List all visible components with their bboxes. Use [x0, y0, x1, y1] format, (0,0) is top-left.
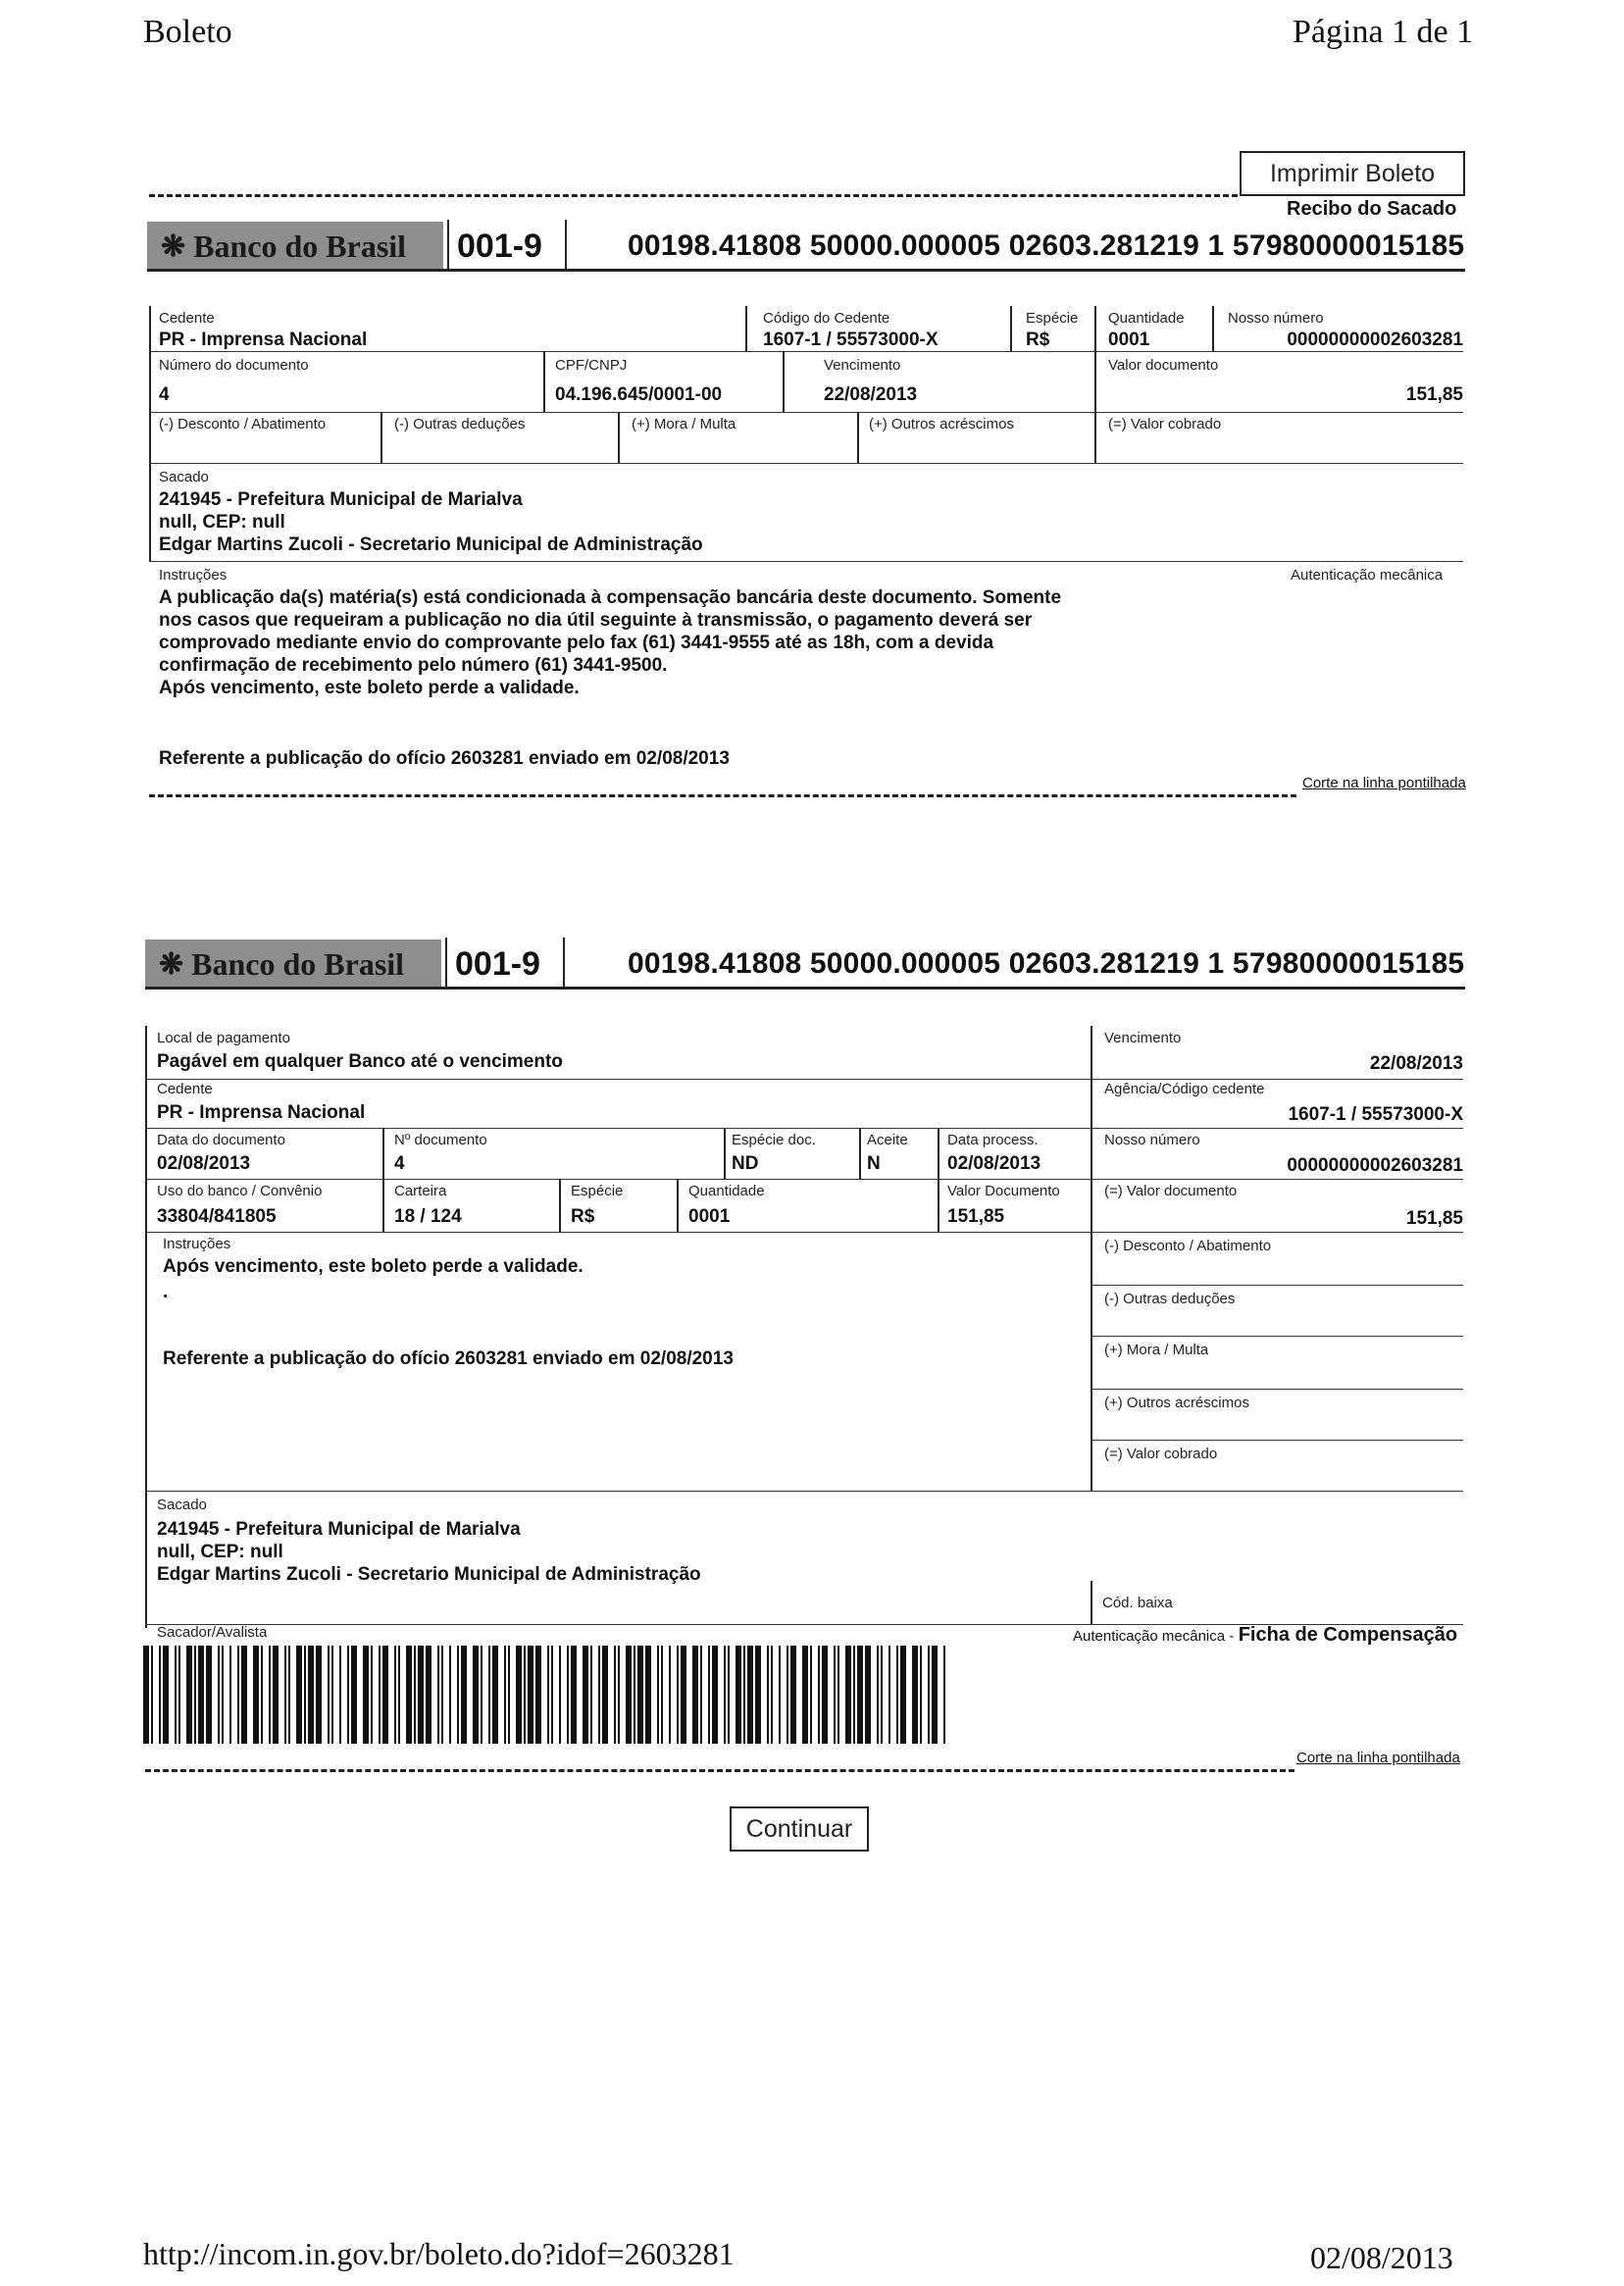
ficha-instrucoes-label: Instruções	[163, 1236, 231, 1252]
barcode-bar	[198, 1646, 204, 1744]
grid-line	[149, 306, 151, 561]
barcode-bar	[661, 1646, 663, 1744]
barcode-bar	[571, 1646, 577, 1744]
barcode-bar	[163, 1646, 169, 1744]
barcode-bar	[508, 1646, 510, 1744]
bank-logo-icon: ❋	[159, 947, 184, 981]
instrucao-line: comprovado mediante envio do comprovante pelo fax (61) 3441-9555 até as 18h, com a devida	[159, 633, 994, 653]
barcode-bar	[288, 1646, 290, 1744]
grid-line	[543, 351, 545, 412]
barcode-bar	[787, 1646, 788, 1744]
barcode-bar	[328, 1646, 330, 1744]
barcode-bar	[932, 1646, 938, 1744]
barcode-bar	[394, 1646, 396, 1744]
barcode-bar	[304, 1646, 306, 1744]
barcode-bar	[457, 1646, 459, 1744]
barcode-bar	[712, 1646, 718, 1744]
barcode-bar	[406, 1646, 412, 1744]
sacado-label: Sacado	[159, 469, 209, 485]
barcode-bar	[449, 1646, 451, 1744]
bank-logo-text: Banco do Brasil	[191, 945, 405, 982]
ficha-outros-acrescimos-label: (+) Outros acréscimos	[1104, 1395, 1249, 1411]
barcode-bar	[316, 1646, 322, 1744]
desconto-label: (-) Desconto / Abatimento	[159, 416, 327, 432]
continue-button[interactable]: Continuar	[730, 1806, 869, 1852]
barcode-bar	[296, 1646, 302, 1744]
grid-line	[149, 463, 1463, 464]
ficha-sacado-block	[157, 1518, 701, 1586]
barcode-bar	[637, 1646, 643, 1744]
barcode-bar	[920, 1646, 922, 1744]
barcode-bar	[837, 1646, 839, 1744]
cut-line	[145, 1769, 1294, 1772]
barcode-bar	[928, 1646, 930, 1744]
ficha-vencimento-label: Vencimento	[1104, 1030, 1182, 1046]
ficha-desconto-label: (-) Desconto / Abatimento	[1104, 1238, 1272, 1254]
cod-baixa-label: Cód. baixa	[1102, 1595, 1173, 1611]
print-button[interactable]: Imprimir Boleto	[1240, 151, 1465, 196]
cpf-cnpj-label: CPF/CNPJ	[555, 357, 628, 374]
barcode-bar	[151, 1646, 153, 1744]
barcode-bar	[881, 1646, 883, 1744]
data-documento-label: Data do documento	[157, 1132, 285, 1148]
grid-line	[149, 561, 1463, 562]
barcode-bar	[567, 1646, 569, 1744]
grid-line	[149, 351, 1463, 352]
numero-documento-value: 4	[159, 384, 170, 405]
valor-doc-value: 151,85	[947, 1206, 1005, 1227]
agencia-value: 1607-1 / 55573000-X	[1288, 1104, 1463, 1125]
cpf-cnpj-value: 04.196.645/0001-00	[555, 384, 723, 405]
grid-line	[1212, 306, 1214, 351]
barcode-bar	[547, 1646, 549, 1744]
barcode-bar	[524, 1646, 526, 1744]
barcode-bar	[461, 1646, 467, 1744]
ficha-cedente-label: Cedente	[157, 1081, 213, 1097]
numero-documento-label: Número do documento	[159, 357, 309, 374]
quantidade-label: Quantidade	[1108, 310, 1185, 327]
barcode-bar	[822, 1646, 828, 1744]
codigo-cedente-value: 1607-1 / 55573000-X	[763, 330, 939, 350]
instrucao-line: confirmação de recebimento pelo número (61) 3441-9500.	[159, 655, 668, 676]
barcode-bar	[516, 1646, 522, 1744]
barcode-bar	[269, 1646, 271, 1744]
barcode-bar	[896, 1646, 898, 1744]
bank-code: 001-9	[457, 228, 542, 265]
barcode-bar	[834, 1646, 836, 1744]
instrucao-line: nos casos que requeiram a publicação no dia útil seguinte à transmissão, o pagamento deverá ser	[159, 610, 1033, 631]
barcode-bar	[618, 1646, 620, 1744]
grid-line	[145, 1128, 1463, 1129]
barcode-bar	[810, 1646, 812, 1744]
carteira-label: Carteira	[394, 1183, 447, 1199]
sacado-line: 241945 - Prefeitura Municipal de Marialva	[159, 489, 523, 510]
ficha-quantidade-label: Quantidade	[688, 1183, 765, 1199]
barcode-bar	[736, 1646, 741, 1744]
bank-code: 001-9	[455, 945, 540, 983]
instrucoes-text	[159, 586, 1061, 699]
barcode-bar	[634, 1646, 635, 1744]
grid-line	[938, 1128, 939, 1232]
barcode-bar	[790, 1646, 796, 1744]
digitable-line: 00198.41808 50000.000005 02603.281219 1 57980000015185	[628, 229, 1465, 262]
grid-line	[745, 306, 747, 351]
barcode-bar	[677, 1646, 679, 1744]
grid-line	[1091, 1389, 1463, 1390]
page-number: Página 1 de 1	[1293, 14, 1474, 50]
especie-doc-label: Espécie doc.	[732, 1132, 816, 1148]
divider	[447, 220, 449, 269]
header-rule	[147, 269, 1465, 272]
barcode-bar	[175, 1646, 177, 1744]
barcode-bar	[229, 1646, 231, 1744]
local-pagamento-value: Pagável em qualquer Banco até o vencimento	[157, 1051, 563, 1072]
barcode-bar	[865, 1646, 871, 1744]
cut-line	[149, 794, 1296, 797]
barcode-bar	[382, 1646, 388, 1744]
outras-deducoes-label: (-) Outras deduções	[394, 416, 526, 432]
barcode-bar	[900, 1646, 906, 1744]
bank-logo	[147, 222, 443, 271]
barcode-bar	[802, 1646, 808, 1744]
barcode-bar	[559, 1646, 561, 1744]
aceite-value: N	[867, 1153, 881, 1174]
barcode-bar	[418, 1646, 424, 1744]
ficha-especie-label: Espécie	[571, 1183, 624, 1199]
barcode-bar	[888, 1646, 890, 1744]
data-process-label: Data process.	[947, 1132, 1039, 1148]
carteira-value: 18 / 124	[394, 1206, 462, 1227]
barcode-bar	[222, 1646, 224, 1744]
ficha-referente-text: Referente a publicação do ofício 2603281 enviado em 02/08/2013	[163, 1348, 734, 1369]
autenticacao-ficha	[1073, 1624, 1457, 1647]
especie-value: R$	[1026, 330, 1050, 350]
ficha-valor-documento-label: (=) Valor documento	[1104, 1183, 1238, 1199]
barcode-bar	[771, 1646, 773, 1744]
local-pagamento-label: Local de pagamento	[157, 1030, 290, 1046]
ficha-instrucoes-line: Após vencimento, este boleto perde a validade.	[163, 1256, 584, 1277]
ficha-instrucoes-dot: .	[163, 1282, 169, 1302]
barcode-bar	[528, 1646, 533, 1744]
bank-logo-icon: ❋	[161, 229, 186, 263]
no-documento-label: Nº documento	[394, 1132, 487, 1148]
valor-cobrado-label: (=) Valor cobrado	[1108, 416, 1222, 432]
barcode-bar	[363, 1646, 369, 1744]
data-documento-value: 02/08/2013	[157, 1153, 251, 1174]
barcode-bar	[437, 1646, 439, 1744]
barcode-bar	[853, 1646, 855, 1744]
ficha-vencimento-value: 22/08/2013	[1369, 1053, 1463, 1074]
barcode-bar	[178, 1646, 180, 1744]
barcode-bar	[614, 1646, 616, 1744]
barcode-bar	[143, 1646, 149, 1744]
cut-instruction: Corte na linha pontilhada	[1296, 1750, 1460, 1766]
ficha-sacado-label: Sacado	[157, 1497, 207, 1513]
header-rule	[145, 987, 1465, 990]
instrucao-line: A publicação da(s) matéria(s) está condicionada à compensação bancária deste documento. Somente	[159, 587, 1062, 608]
sacado-line: Edgar Martins Zucoli - Secretario Municipal de Administração	[159, 534, 703, 555]
bank-logo-text: Banco do Brasil	[193, 228, 407, 264]
valor-documento-label: Valor documento	[1108, 357, 1219, 374]
barcode-bar	[551, 1646, 553, 1744]
ficha-nosso-numero-label: Nosso número	[1104, 1132, 1200, 1148]
ficha-valor-cobrado-label: (=) Valor cobrado	[1104, 1446, 1218, 1462]
cedente-value: PR - Imprensa Nacional	[159, 330, 368, 350]
valor-doc-label: Valor Documento	[947, 1183, 1060, 1199]
ficha-title: Ficha de Compensação	[1238, 1624, 1458, 1646]
grid-line	[145, 1232, 1463, 1233]
sacador-avalista-label: Sacador/Avalista	[157, 1624, 268, 1641]
barcode-bar	[657, 1646, 659, 1744]
barcode-bar	[284, 1646, 286, 1744]
sacado-line: Edgar Martins Zucoli - Secretario Municipal de Administração	[157, 1564, 701, 1585]
barcode-bar	[692, 1646, 698, 1744]
barcode-bar	[681, 1646, 686, 1744]
barcode-bar	[206, 1646, 212, 1744]
ficha-especie-value: R$	[571, 1206, 595, 1227]
aceite-label: Aceite	[867, 1132, 908, 1148]
barcode-bar	[818, 1646, 820, 1744]
barcode-bar	[308, 1646, 314, 1744]
ficha-autenticacao-label: Autenticação mecânica -	[1073, 1628, 1235, 1645]
barcode-bar	[186, 1646, 192, 1744]
especie-doc-value: ND	[732, 1153, 759, 1174]
vencimento-value: 22/08/2013	[824, 384, 918, 405]
mora-multa-label: (+) Mora / Multa	[632, 416, 736, 432]
uso-banco-value: 33804/841805	[157, 1206, 277, 1227]
barcode-bar	[877, 1646, 879, 1744]
sacado-line: null, CEP: null	[159, 512, 285, 533]
barcode-bar	[645, 1646, 651, 1744]
barcode-bar	[845, 1646, 851, 1744]
ficha-valor-documento-value: 151,85	[1405, 1208, 1463, 1229]
data-process-value: 02/08/2013	[947, 1153, 1041, 1174]
barcode-bar	[426, 1646, 431, 1744]
instrucao-line: Após vencimento, este boleto perde a validade.	[159, 678, 580, 698]
ficha-outras-deducoes-label: (-) Outras deduções	[1104, 1291, 1236, 1307]
receipt-title: Recibo do Sacado	[1287, 198, 1457, 220]
barcode-bar	[237, 1646, 239, 1744]
grid-line	[1091, 1581, 1092, 1624]
grid-line	[857, 412, 859, 463]
uso-banco-label: Uso do banco / Convênio	[157, 1183, 323, 1199]
barcode-bar	[273, 1646, 279, 1744]
barcode-bar	[241, 1646, 247, 1744]
page-title: Boleto	[143, 14, 232, 50]
barcode-bar	[379, 1646, 381, 1744]
no-documento-value: 4	[394, 1153, 405, 1174]
barcode-bar	[347, 1646, 349, 1744]
barcode-bar	[590, 1646, 592, 1744]
grid-line	[145, 1079, 1463, 1080]
grid-line	[677, 1179, 679, 1232]
grid-line	[859, 1128, 861, 1179]
divider	[563, 938, 565, 987]
grid-line	[1094, 306, 1096, 463]
cut-instruction: Corte na linha pontilhada	[1302, 775, 1466, 791]
cedente-label: Cedente	[159, 310, 215, 327]
nosso-numero-value: 00000000002603281	[1287, 330, 1463, 350]
especie-label: Espécie	[1026, 310, 1079, 327]
nosso-numero-label: Nosso número	[1228, 310, 1324, 327]
codigo-cedente-label: Código do Cedente	[763, 310, 890, 327]
grid-line	[145, 1491, 1463, 1492]
sacado-block	[159, 488, 703, 556]
barcode-bar	[669, 1646, 671, 1744]
grid-line	[145, 1179, 1463, 1180]
barcode-bar	[398, 1646, 400, 1744]
dashed-separator	[149, 194, 1238, 197]
barcode-bar	[473, 1646, 479, 1744]
grid-line	[724, 1128, 726, 1179]
barcode-bar	[351, 1646, 357, 1744]
grid-line	[381, 412, 382, 463]
barcode-bar	[159, 1646, 161, 1744]
grid-line	[1091, 1285, 1463, 1286]
barcode-bar	[857, 1646, 863, 1744]
barcode-bar	[728, 1646, 730, 1744]
barcode-bar	[779, 1646, 781, 1744]
ficha-nosso-numero-value: 00000000002603281	[1287, 1155, 1463, 1176]
barcode-bar	[194, 1646, 196, 1744]
barcode-bar	[626, 1646, 632, 1744]
agencia-label: Agência/Código cedente	[1104, 1081, 1265, 1097]
barcode-bar	[331, 1646, 333, 1744]
valor-documento-value: 151,85	[1405, 384, 1463, 405]
barcode	[143, 1646, 947, 1744]
barcode-bar	[492, 1646, 498, 1744]
barcode-bar	[700, 1646, 702, 1744]
grid-line	[1091, 1440, 1463, 1441]
barcode-bar	[339, 1646, 341, 1744]
sacado-line: 241945 - Prefeitura Municipal de Marialva	[157, 1519, 521, 1540]
ficha-mora-label: (+) Mora / Multa	[1104, 1342, 1209, 1358]
grid-line	[145, 1026, 147, 1628]
page-date: 02/08/2013	[1310, 2240, 1453, 2275]
barcode-bar	[414, 1646, 416, 1744]
divider	[565, 220, 567, 269]
barcode-bar	[583, 1646, 588, 1744]
grid-line	[1091, 1336, 1463, 1337]
digitable-line: 00198.41808 50000.000005 02603.281219 1 57980000015185	[628, 947, 1465, 980]
barcode-bar	[598, 1646, 600, 1744]
instrucoes-label: Instruções	[159, 567, 228, 584]
barcode-bar	[371, 1646, 373, 1744]
grid-line	[559, 1179, 561, 1232]
referente-text: Referente a publicação do ofício 2603281 enviado em 02/08/2013	[159, 748, 730, 769]
sacado-line: null, CEP: null	[157, 1542, 283, 1562]
barcode-bar	[724, 1646, 726, 1744]
barcode-bar	[535, 1646, 541, 1744]
barcode-bar	[481, 1646, 482, 1744]
bank-logo	[145, 940, 441, 989]
barcode-bar	[747, 1646, 753, 1744]
barcode-bar	[488, 1646, 490, 1744]
ficha-quantidade-value: 0001	[688, 1206, 731, 1227]
ficha-cedente-value: PR - Imprensa Nacional	[157, 1102, 366, 1123]
grid-line	[1010, 306, 1012, 351]
barcode-bar	[218, 1646, 220, 1744]
barcode-bar	[943, 1646, 945, 1744]
outros-acrescimos-label: (+) Outros acréscimos	[869, 416, 1014, 432]
barcode-bar	[743, 1646, 745, 1744]
barcode-bar	[441, 1646, 443, 1744]
barcode-bar	[602, 1646, 608, 1744]
barcode-bar	[767, 1646, 769, 1744]
barcode-bar	[261, 1646, 263, 1744]
autenticacao-label: Autenticação mecânica	[1291, 567, 1444, 584]
quantidade-value: 0001	[1108, 330, 1150, 350]
grid-line	[783, 351, 785, 412]
grid-line	[1091, 1026, 1092, 1491]
divider	[445, 938, 447, 987]
barcode-bar	[504, 1646, 506, 1744]
barcode-bar	[755, 1646, 761, 1744]
barcode-bar	[253, 1646, 259, 1744]
barcode-bar	[708, 1646, 710, 1744]
grid-line	[618, 412, 620, 463]
grid-line	[149, 412, 1463, 413]
page-url: http://incom.in.gov.br/boleto.do?idof=2603281	[143, 2236, 735, 2271]
barcode-bar	[912, 1646, 918, 1744]
vencimento-label: Vencimento	[824, 357, 901, 374]
grid-line	[382, 1128, 384, 1232]
